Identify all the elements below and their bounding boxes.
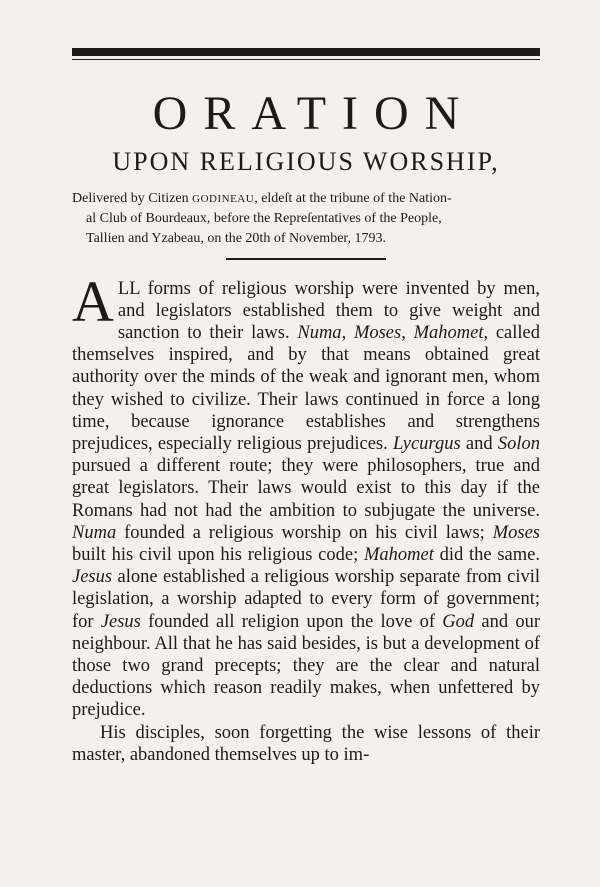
text-run: LL forms of religious worship were invented by men, and legislators established them to give weight and sanction to their laws. xyxy=(117,278,540,343)
top-thin-rule xyxy=(72,59,540,60)
top-heavy-rule xyxy=(72,48,540,56)
name-numa: Numa xyxy=(297,323,342,343)
name-mahomet: Mahomet xyxy=(364,545,434,566)
delivery-note xyxy=(72,189,540,249)
text-run: built his civil upon his religious code; xyxy=(72,545,364,566)
text-run: and xyxy=(460,434,498,455)
name-lycurgus: Lycurgus xyxy=(393,434,461,455)
oration-body xyxy=(72,268,541,766)
name-jesus: Jesus xyxy=(100,611,141,632)
text-run: pursued a different route; they were philosophers, true and great legislators. Their laws would exist to this day if the Romans had not had the ambition to subjugate the universe. xyxy=(72,456,540,521)
name-moses: Moses xyxy=(353,323,402,343)
name-solon: Solon xyxy=(497,434,540,455)
text-run: did the same. xyxy=(433,545,540,566)
drop-cap: A xyxy=(72,268,114,334)
text-run: founded a religious worship on his civil laws; xyxy=(116,522,493,543)
text-run: founded all religion upon the love of xyxy=(140,611,443,632)
page-title: ORATION xyxy=(152,87,476,140)
name-numa: Numa xyxy=(72,522,117,543)
page xyxy=(72,48,540,766)
deck-line-3: Tallien and Yzabeau, on the 20th of November, 1793. xyxy=(86,230,387,246)
text-run: , xyxy=(401,323,414,343)
section-divider xyxy=(226,258,386,260)
name-mahomet: Mahomet xyxy=(413,323,484,343)
text-run: alone established a religious worship separate from civil legislation, a worship adapted to every form of government; for xyxy=(72,567,540,632)
deck-text-b: , eldeſt at the tribune of the Nation- xyxy=(254,190,452,206)
name-moses: Moses xyxy=(492,522,540,543)
deck-text-a: Delivered by Citizen xyxy=(72,190,193,206)
text-run: , xyxy=(341,323,354,343)
paragraph-1 xyxy=(72,268,541,722)
speaker-name: GODINEAU xyxy=(192,192,255,205)
page-subtitle: UPON RELIGIOUS WORSHIP, xyxy=(112,147,500,176)
name-god: God xyxy=(442,611,475,632)
name-jesus: Jesus xyxy=(72,567,113,588)
text-run: , called themselves inspired, and by that means obtained great authority over the minds of the weak and ignorant men, whom they wished to civilize. Their laws continued in force a long time, because ignorance establishes and strengthens prejudices, especially religious prejudices. xyxy=(72,323,541,455)
text-run: and our neighbour. All that he has said besides, is but a development of those two grand precepts; they are the clear and natural deductions which reason readily makes, when unfettered by prejudice. xyxy=(72,611,540,721)
deck-line-2: al Club of Bourdeaux, before the Repreſentatives of the People, xyxy=(86,210,442,226)
paragraph-2: His disciples, soon forgetting the wise lessons of their master, abandoned themselves up to im- xyxy=(72,722,540,765)
